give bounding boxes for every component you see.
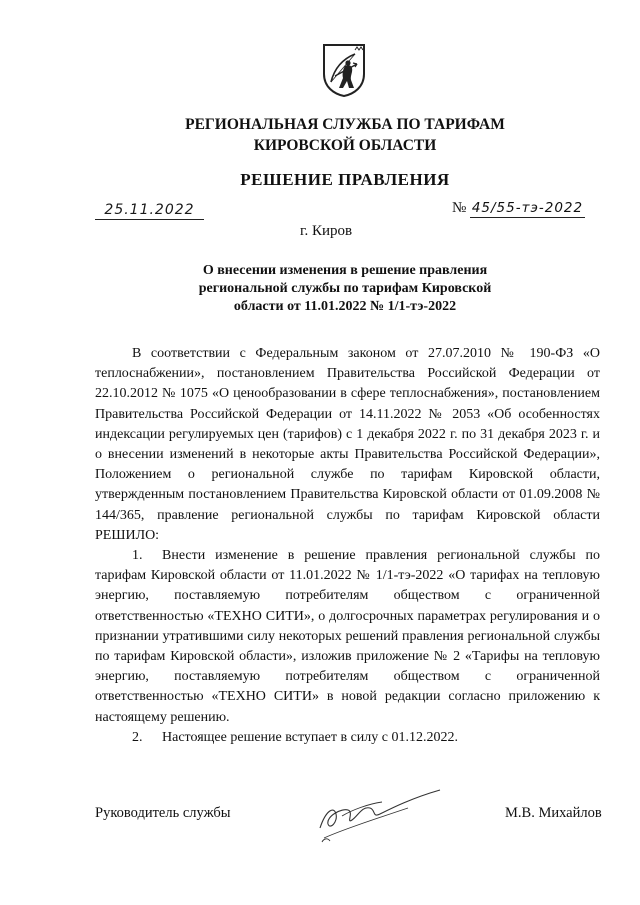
organization-name: [120, 114, 570, 156]
subject-line-2: региональной службы по тарифам Кировской: [198, 281, 492, 296]
signature-image: [312, 780, 452, 850]
subject-line-1: О внесении изменения в решение правления: [202, 263, 488, 278]
number-sign: №: [452, 200, 467, 216]
resolution-item: [95, 546, 600, 728]
item-text: Настоящее решение вступает в силу с 01.12.2022.: [162, 729, 458, 745]
signer-position: Руководитель службы: [95, 805, 231, 821]
document-type-title: РЕШЕНИЕ ПРАВЛЕНИЯ: [240, 170, 450, 189]
coat-of-arms-icon: [321, 42, 367, 98]
preamble-paragraph: В соответствии с Федеральным законом от 27.07.2010 № 190-ФЗ «О теплоснабжении», постановлением Правительства Российской Федерации от 22.10.2012 № 1075 «О ценообразовании в сфере теплоснабжения», постановлением Правительства Российской Федерации от 14.11.2022 № 2053 «Об особенностях индексации регулируемых цен (тарифов) с 1 декабря 2022 г. по 31 декабря 2023 г. и о внесении изменений в некоторые акты Правительства Российской Федерации», Положением о региональной службе по тарифам Кировской области, утвержденным постановлением Правительства Кировской области от 01.09.2008 № 144/365, правление региональной службы по тарифам Кировской области РЕШИЛО:: [95, 346, 600, 543]
item-text: Внести изменение в решение правления региональной службы по тарифам Кировской области от 11.01.2022 № 1/1-тэ-2022 «О тарифах на тепловую энергию, поставляемую потребителям обществом с ограниченной ответственностью «ТЕХНО СИТИ», о долгосрочных параметрах регулирования и о признании утратившими силу некоторых решений правления региональной службы по тарифам Кировской области», изложив приложение № 2 «Тарифы на тепловую энергию, поставляемую потребителям обществом с ограниченной ответственностью «ТЕХНО СИТИ» в новой редакции согласно приложению к настоящему решению.: [95, 548, 600, 725]
item-number: 1.: [132, 548, 143, 564]
org-line-2: КИРОВСКОЙ ОБЛАСТИ: [253, 137, 437, 154]
decision-number: [452, 200, 585, 217]
org-line-1: РЕГИОНАЛЬНАЯ СЛУЖБА ПО ТАРИФАМ: [185, 116, 505, 133]
number-value: 45/55-тэ-2022: [471, 200, 584, 216]
subject-line-3: области от 11.01.2022 № 1/1-тэ-2022: [233, 299, 457, 314]
decision-date: 25.11.2022: [95, 202, 204, 220]
resolution-item: [95, 728, 600, 748]
item-number: 2.: [132, 729, 143, 745]
city: г. Киров: [300, 223, 353, 239]
signer-name: М.В. Михайлов: [505, 805, 602, 821]
subject-heading: [140, 262, 550, 316]
document-body: [95, 344, 600, 748]
